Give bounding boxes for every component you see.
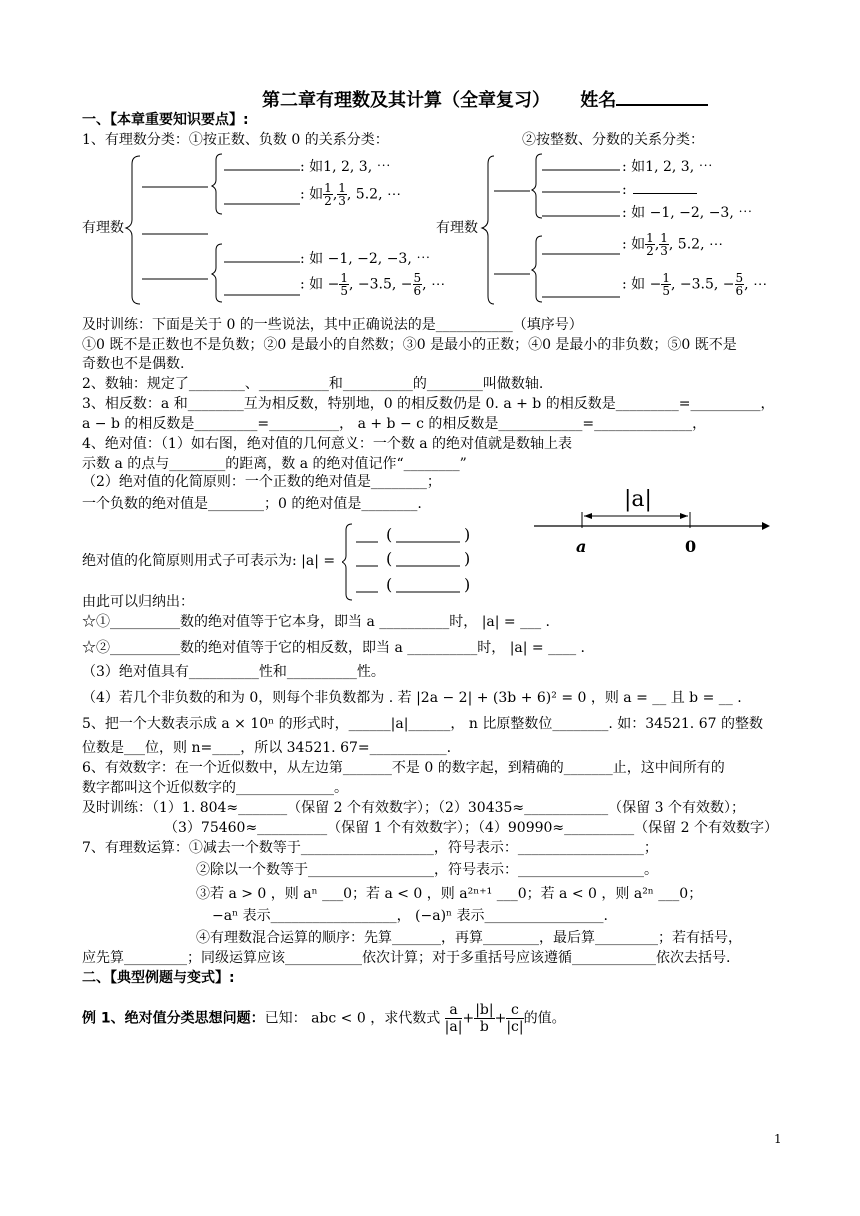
axis-zero-label: 0 xyxy=(685,537,697,556)
ex-a5: : 如 − $\frac{1}{5}$ , −3.5, − $\frac{5}{6}$ , ⋯ xyxy=(300,271,446,298)
item4-i: （3）绝对值具有__________性和__________性。 xyxy=(82,664,385,680)
practice2-b: （3）75460≈__________（保留 1 个有效数字）；（4）90990≈__________（保留 2 个有效数字） xyxy=(164,820,778,836)
svg-text:(: ( xyxy=(386,549,393,568)
ex-b5: : 如 − $\frac{1}{5}$ , −3.5, − $\frac{5}{6}$ , ⋯ xyxy=(622,271,768,298)
item1-text: 1、有理数分类：①按正数、负数 0 的关系分类： xyxy=(82,132,389,148)
item3-opposite-b: a − b 的相反数是_________=__________， a + b − c 的相反数是____________=______________， xyxy=(82,416,707,432)
ex-a1: : 如1, 2, 3, ⋯ xyxy=(300,159,391,175)
item7-b: ②除以一个数等于__________________，符号表示：__________________。 xyxy=(196,862,658,878)
item7-c: ③若 a > 0 ，则 aⁿ ___0；若 a < 0 ，则 a²ⁿ⁺¹ ___0；若 a < 0 ，则 a²ⁿ ___0； xyxy=(196,886,703,902)
abs-formula-cases xyxy=(342,522,482,602)
item4-abs-a: 4、绝对值：（1）如右图，绝对值的几何意义：一个数 a 的绝对值就是数轴上表 xyxy=(82,436,573,452)
item4-g: ☆①__________数的绝对值等于它本身，即当 a __________时， |a| = ___ . xyxy=(82,614,551,630)
axis-a-label: a xyxy=(576,537,587,556)
practice1-options-2: 奇数也不是偶数. xyxy=(82,356,185,372)
practice1-options: ①0 既不是正数也不是负数；②0 是最小的自然数；③0 是最小的正数；④0 是最小的非负数；⑤0 既不是 xyxy=(82,337,737,353)
svg-text:): ) xyxy=(464,525,471,544)
practice2-a: 及时训练：（1）1. 804≈_______（保留 2 个有效数字）；（2）30435≈____________（保留 3 个有效数）； xyxy=(82,800,745,816)
item2-number-line: 2、数轴：规定了________、__________和__________的________叫做数轴. xyxy=(82,376,544,392)
page-number: 1 xyxy=(774,1132,782,1146)
svg-text:): ) xyxy=(464,549,471,568)
rational-label-2: 有理数 xyxy=(436,220,478,236)
item6-a: 6、有效数字：在一个近似数中，从左边第_______不是 0 的数字起，到精确的_______止，这中间所有的 xyxy=(82,760,725,776)
name-blank xyxy=(616,89,708,106)
ex-b4: : 如 $\frac{1}{2}$ , $\frac{1}{3}$ , 5.2, ⋯ xyxy=(622,231,723,258)
item5-a: 5、把一个大数表示成 a × 10ⁿ 的形式时，______|a|______， n 比原整数位________. 如：34521. 67 的整数 xyxy=(82,716,763,732)
item4-j: （4）若几个非负数的和为 0，则每个非负数都为 . 若 |2a − 2| + (3b + 6)² = 0 ，则 a = __ 且 b = __ . xyxy=(82,690,742,706)
item4-h: ☆②__________数的绝对值等于它的相反数，即当 a __________时， |a| = ____ . xyxy=(82,640,586,656)
ex-b3: : 如 −1, −2, −3, ⋯ xyxy=(622,205,753,221)
section1-heading: 一、【本章重要知识要点】: xyxy=(82,112,249,128)
item6-b: 数字都叫这个近似数字的______________。 xyxy=(82,780,348,796)
page-title: 第二章有理数及其计算（全章复习） 姓名 xyxy=(262,86,708,112)
item1b-text: ②按整数、分数的关系分类： xyxy=(522,132,704,148)
ex-a4: : 如 −1, −2, −3, ⋯ xyxy=(300,251,431,267)
item7-e: ④有理数混合运算的顺序：先算_______，再算________，最后算_________；若有括号， xyxy=(196,930,742,946)
rational-label-1: 有理数 xyxy=(82,220,124,236)
svg-text:(: ( xyxy=(386,525,393,544)
item4-abs-c: （2）绝对值的化简原则：一个正数的绝对值是________； xyxy=(82,474,441,490)
item3-opposite-a: 3、相反数：a 和________互为相反数，特别地，0 的相反数仍是 0. a + b 的相反数是_________=__________， xyxy=(82,396,775,412)
section2-heading: 二、【典型例题与变式】: xyxy=(82,970,235,986)
ex-b2: : xyxy=(622,178,697,198)
item7-a: 7、有理数运算：①减去一个数等于___________________，符号表示：__________________； xyxy=(82,840,658,856)
item7-d: −aⁿ 表示__________________， (−a)ⁿ 表示_________________. xyxy=(212,908,608,924)
svg-text:(: ( xyxy=(386,575,393,594)
item4-f: 由此可以归纳出： xyxy=(82,594,194,610)
example1: 例 1、绝对值分类思想问题：已知： abc < 0 ，求代数式 $\frac{a}{|a|}$ + $\frac{|b|}{b}$ + $\frac{c}{|c|}$ 的值。 xyxy=(82,1002,566,1035)
axis-abs-label: |a| xyxy=(624,487,652,512)
svg-text:): ) xyxy=(464,575,471,594)
number-line-figure xyxy=(530,478,770,558)
abs-formula-text: 绝对值的化简原则用式子可表示为: |a| = xyxy=(82,553,336,569)
ex-a2: : 如 $\frac{1}{2}$ , $\frac{1}{3}$ , 5.2, ⋯ xyxy=(300,181,401,208)
item4-abs-d: 一个负数的绝对值是________；0 的绝对值是________. xyxy=(82,496,422,512)
item7-f: 应先算_________；同级运算应该___________依次计算；对于多重括号应该遵循____________依次去括号. xyxy=(82,950,731,966)
item5-b: 位数是___位，则 n=____，所以 34521. 67=___________. xyxy=(82,740,452,756)
ex-b1: : 如1, 2, 3, ⋯ xyxy=(622,159,713,175)
item4-abs-b: 示数 a 的点与________的距离，数 a 的绝对值记作“________” xyxy=(82,456,467,472)
practice1: 及时训练：下面是关于 0 的一些说法，其中正确说法的是___________（填序号） xyxy=(82,317,583,333)
